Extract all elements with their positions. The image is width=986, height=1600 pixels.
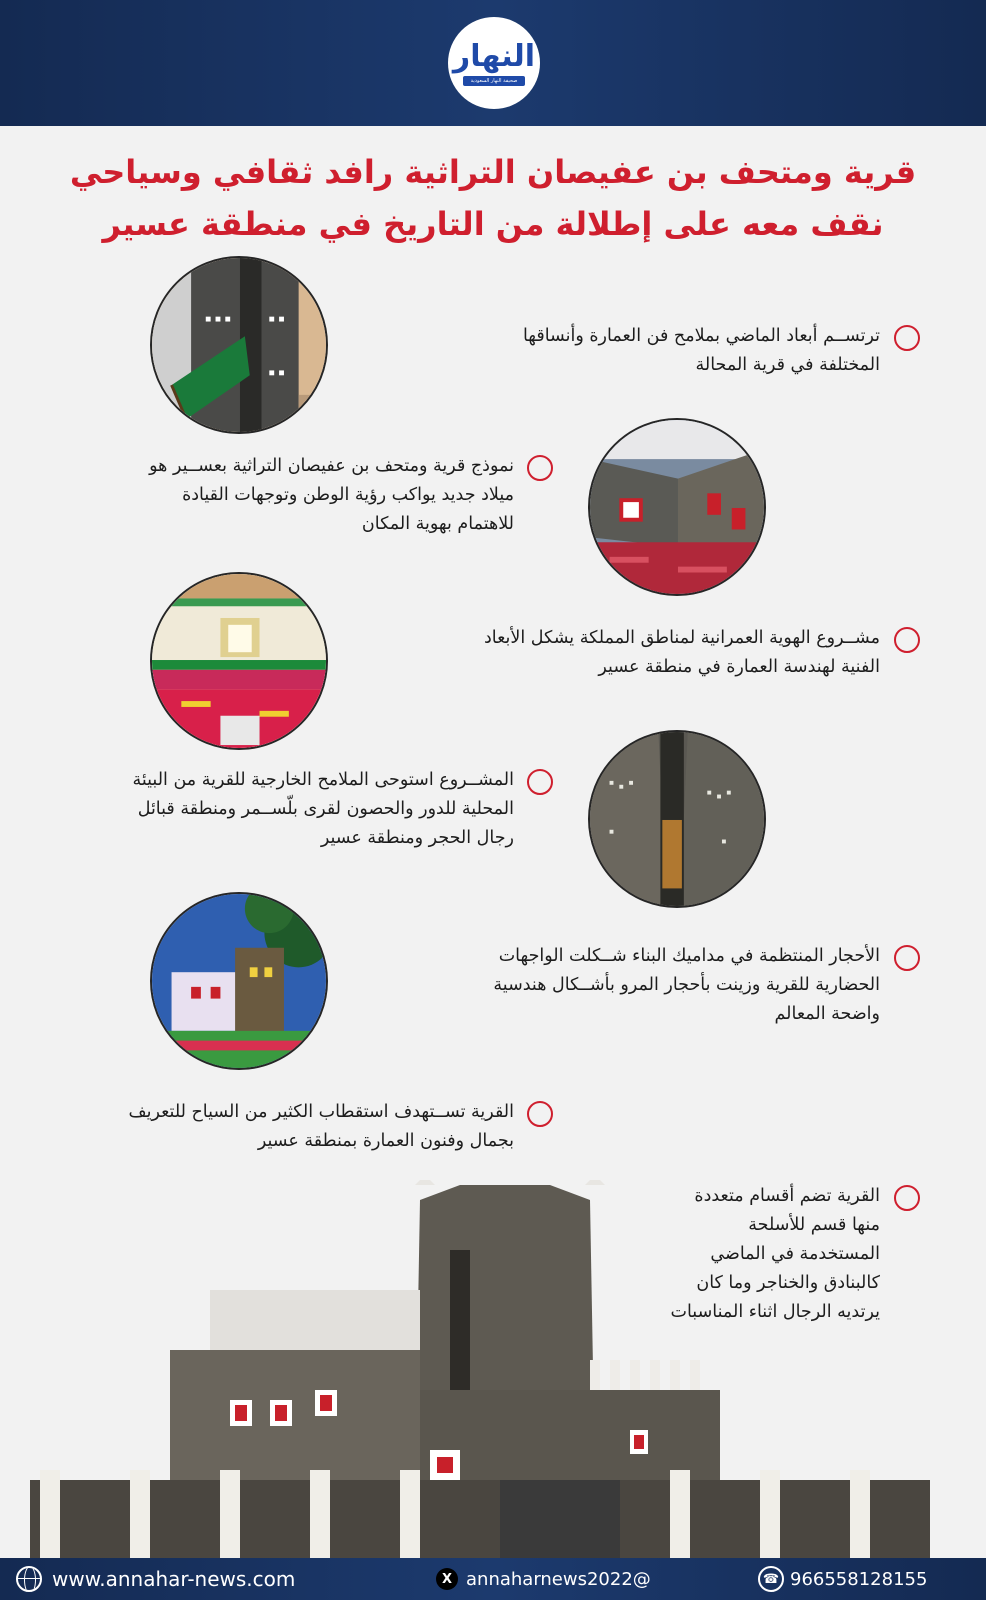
item-text-1 (420, 322, 880, 380)
item-3-line-2: الفنية لهندسة العمارة في منطقة عسير (598, 657, 880, 677)
item-4-line-3: رجال الحجر ومنطقة عسير (320, 828, 514, 848)
item-text-4 (50, 766, 514, 853)
photo-majlis (150, 572, 328, 750)
item-text-5 (420, 942, 880, 1029)
item-1-line-2: المختلفة في قرية المحالة (695, 355, 880, 375)
photo-alley-image (590, 732, 764, 906)
item-text-3 (400, 624, 880, 682)
item-text-7 (560, 1182, 880, 1327)
photo-building-trees (150, 892, 328, 1070)
bullet-circle-5 (894, 945, 920, 971)
page-title (60, 146, 926, 250)
title-line-2: نقف معه على إطلالة من التاريخ في منطقة عسير (102, 205, 884, 243)
item-5-line-2: الحضارية للقرية وزينت بأحجار المرو بأشــكال هندسية (493, 975, 880, 995)
item-2-line-1: نموذج قرية ومتحف بن عفيصان التراثية بعســير هو (149, 456, 514, 476)
item-5-line-1: الأحجار المنتظمة في مداميك البناء شــكلت الواجهات (498, 946, 880, 966)
item-1-line-1: ترتســم أبعاد الماضي بملامح فن العمارة وأنساقها (522, 326, 880, 346)
item-6-line-2: بجمال وفنون العمارة بمنطقة عسير (257, 1131, 514, 1151)
item-2-line-3: للاهتمام بهوية المكان (361, 514, 514, 534)
title-line-1: قرية ومتحف بن عفيصان التراثية رافد ثقافي وسياحي (69, 153, 917, 191)
photo-majlis-image (152, 574, 326, 748)
item-4-line-2: المحلية للدور والحصون لقرى بلّســمر ومنطقة قبائل (137, 799, 514, 819)
item-5-line-3: واضحة المعالم (774, 1004, 880, 1024)
bullet-circle-2 (527, 455, 553, 481)
logo-subtitle-bar (463, 76, 525, 86)
footer-bar (0, 1558, 986, 1600)
logo-subtitle: صحيفة النهار السعودية (470, 78, 518, 84)
footer-website[interactable] (16, 1558, 295, 1600)
bullet-circle-3 (894, 627, 920, 653)
bullet-circle-4 (527, 769, 553, 795)
item-7-line-4: كالبنادق والخناجر وما كان (696, 1273, 880, 1293)
phone-number[interactable]: 966558128155 (790, 1568, 928, 1590)
footer-social[interactable] (436, 1558, 651, 1600)
bullet-circle-1 (894, 325, 920, 351)
annahar-logo (448, 17, 540, 109)
social-handle[interactable]: annaharnews2022@ (466, 1568, 651, 1590)
photo-alley (588, 730, 766, 908)
item-7-line-5: يرتديه الرجال اثناء المناسبات (670, 1302, 880, 1322)
item-3-line-1: مشــروع الهوية العمرانية لمناطق المملكة يشكل الأبعاد (483, 628, 880, 648)
item-2-line-2: ميلاد جديد يواكب رؤية الوطن وتوجهات القيادة (182, 485, 514, 505)
footer-phone[interactable] (758, 1558, 927, 1600)
photo-building-trees-image (152, 894, 326, 1068)
whatsapp-icon: ☎ (758, 1566, 784, 1592)
item-text-6 (50, 1098, 514, 1156)
website-url[interactable]: www.annahar-news.com (52, 1567, 296, 1591)
item-text-2 (60, 452, 514, 539)
item-7-line-2: منها قسم للأسلحة (748, 1215, 880, 1235)
item-4-line-1: المشــروع استوحى الملامح الخارجية للقرية من البيئة (132, 770, 514, 790)
item-6-line-1: القرية تســتهدف استقطاب الكثير من السياح للتعريف (128, 1102, 514, 1122)
photo-tower-flag-image (152, 258, 326, 432)
item-7-line-3: المستخدمة في الماضي (710, 1244, 880, 1264)
bullet-circle-6 (527, 1101, 553, 1127)
header-bar (0, 0, 986, 126)
globe-icon (16, 1566, 42, 1592)
item-7-line-1: القرية تضم أقسام متعددة (694, 1186, 880, 1206)
photo-courtyard (588, 418, 766, 596)
logo-text: النهار (452, 39, 536, 74)
x-logo-icon: X (436, 1568, 458, 1590)
photo-courtyard-image (590, 420, 764, 594)
photo-tower-flag (150, 256, 328, 434)
